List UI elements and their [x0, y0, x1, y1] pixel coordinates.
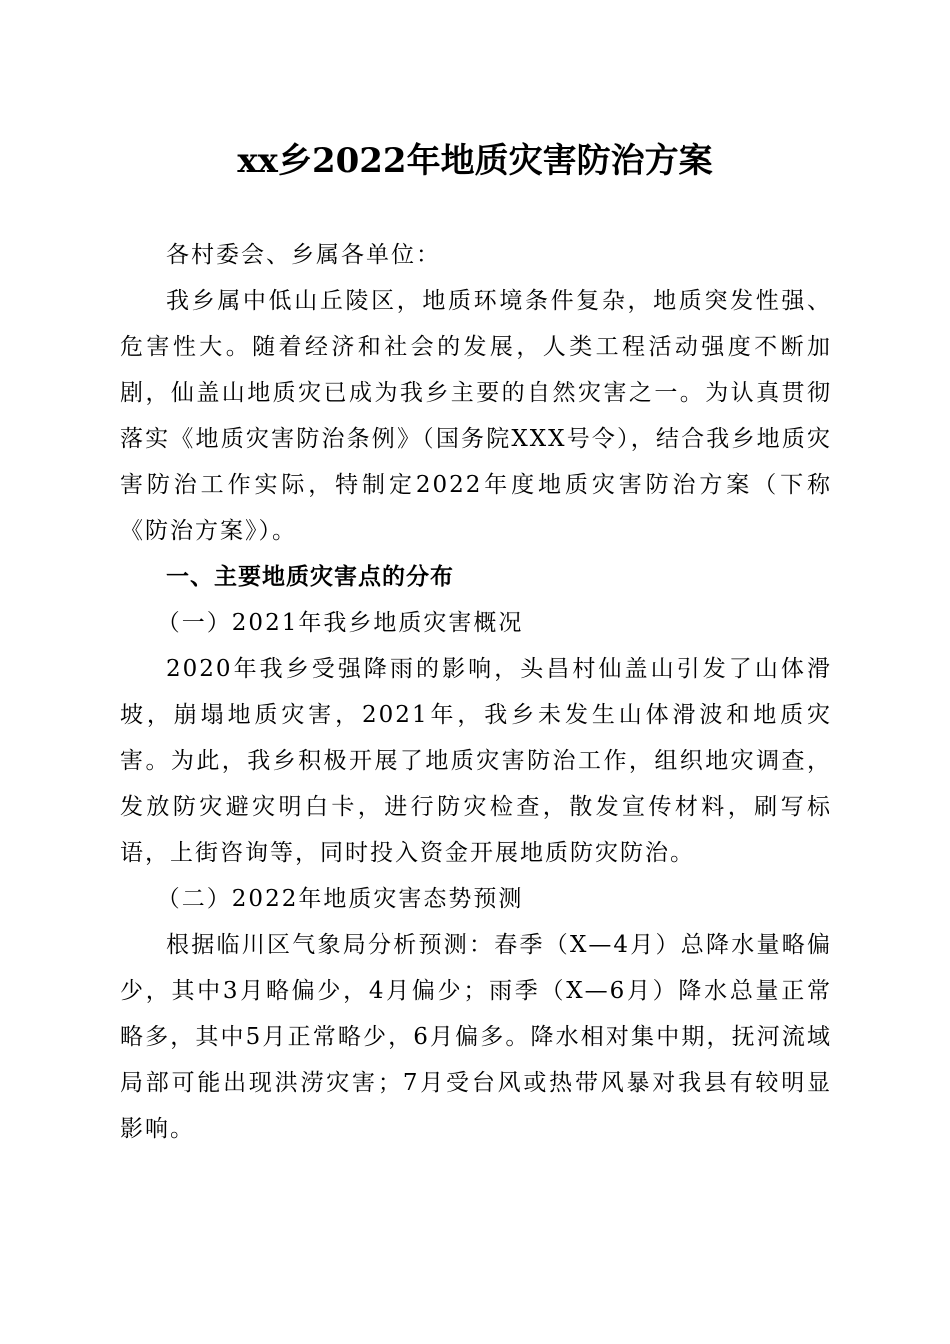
subsection-paragraph-1: 2020年我乡受强降雨的影响，头昌村仙盖山引发了山体滑坡，崩塌地质灾害，2021年，我乡未发生山体滑波和地质灾害。为此，我乡积极开展了地质灾害防治工作，组织地灾调查，发放防灾避灾明白卡，进行防灾检查，散发宣传材料，刷写标语，上街咨询等，同时投入资金开展地质防灾防治。 — [120, 656, 832, 866]
subsection-paragraph-2: 根据临川区气象局分析预测：春季（X—4月）总降水量略偏少，其中3月略偏少，4月偏少；雨季（X—6月）降水总量正常略多，其中5月正常略少，6月偏多。降水相对集中期，抚河流域局部可能出现洪涝灾害；7月受台风或热带风暴对我县有较明显影响。 — [120, 932, 832, 1142]
subsection-heading-1: （一）2021年我乡地质灾害概况 — [156, 610, 524, 636]
document-body — [120, 232, 832, 1152]
document-title: xx乡2022年地质灾害防治方案 — [237, 141, 713, 181]
salutation: 各村委会、乡属各单位： — [166, 242, 441, 268]
subsection-heading-2: （二）2022年地质灾害态势预测 — [156, 886, 524, 912]
intro-paragraph: 我乡属中低山丘陵区，地质环境条件复杂，地质突发性强、危害性大。随着经济和社会的发展，人类工程活动强度不断加剧，仙盖山地质灾已成为我乡主要的自然灾害之一。为认真贯彻落实《地质灾害防治条例》（国务院XXX号令），结合我乡地质灾害防治工作实际，特制定2022年度地质灾害防治方案（下称《防治方案》）。 — [120, 288, 832, 544]
section-heading-1: 一、主要地质灾害点的分布 — [166, 564, 454, 590]
